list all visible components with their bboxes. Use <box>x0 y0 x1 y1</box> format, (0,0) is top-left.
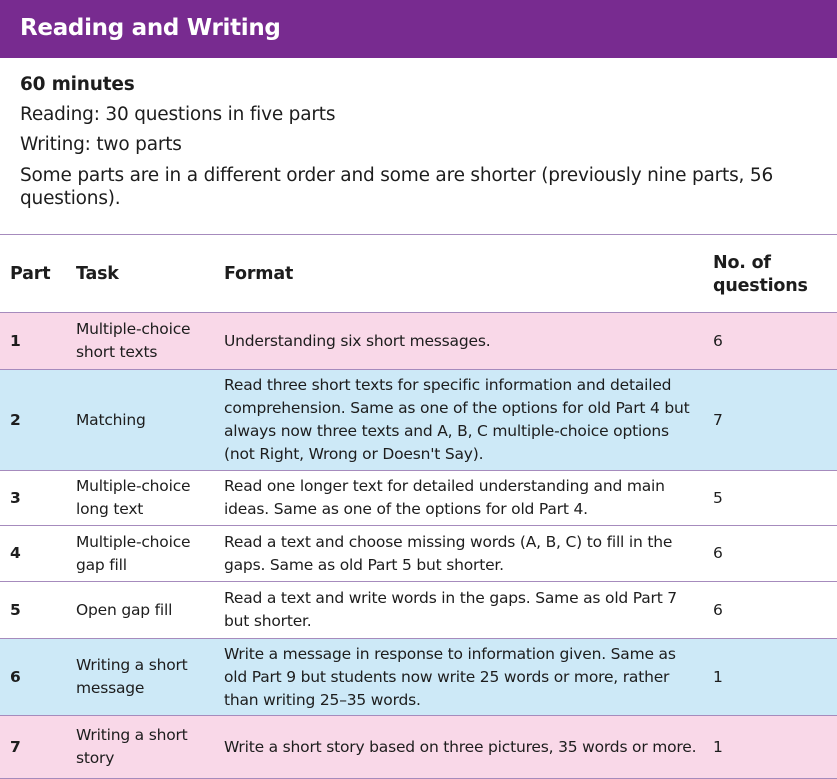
question-count: 6 <box>703 313 837 370</box>
format-description: Understanding six short messages. <box>214 313 703 370</box>
part-number: 2 <box>0 370 66 471</box>
intro-block <box>20 70 780 210</box>
question-count: 6 <box>703 526 837 582</box>
section-title: Reading and Writing <box>20 15 281 41</box>
duration-text: 60 minutes <box>20 74 135 95</box>
header-questions: No. of questions <box>703 235 837 313</box>
format-description: Read three short texts for specific information and detailed comprehension. Same as one of the options for old Part 4 but always now three texts and A, B, C multiple-choice options (not Right, Wrong or Doesn't Say). <box>214 370 703 471</box>
format-description: Write a message in response to information given. Same as old Part 9 but students now write 25 words or more, rather than writing 25–35 words. <box>214 639 703 716</box>
task-name: Matching <box>66 370 214 471</box>
change-note: Some parts are in a different order and some are shorter (previously nine parts, 56 questions). <box>20 165 774 209</box>
question-count: 6 <box>703 582 837 639</box>
table-header-row <box>0 235 837 313</box>
task-name: Multiple-choice gap fill <box>66 526 214 582</box>
part-number: 3 <box>0 471 66 526</box>
question-count: 1 <box>703 716 837 779</box>
section-header <box>0 0 837 58</box>
table-row <box>0 582 837 639</box>
header-task: Task <box>66 235 214 313</box>
format-description: Read a text and write words in the gaps. Same as old Part 7 but shorter. <box>214 582 703 639</box>
part-number: 6 <box>0 639 66 716</box>
task-name: Multiple-choice long text <box>66 471 214 526</box>
question-count: 1 <box>703 639 837 716</box>
table-row <box>0 639 837 716</box>
part-number: 5 <box>0 582 66 639</box>
task-name: Multiple-choice short texts <box>66 313 214 370</box>
writing-summary: Writing: two parts <box>20 134 182 155</box>
question-count: 7 <box>703 370 837 471</box>
format-description: Write a short story based on three pictures, 35 words or more. <box>214 716 703 779</box>
format-description: Read a text and choose missing words (A, B, C) to fill in the gaps. Same as old Part 5 but shorter. <box>214 526 703 582</box>
task-name: Open gap fill <box>66 582 214 639</box>
table-row <box>0 526 837 582</box>
header-part: Part <box>0 235 66 313</box>
header-format: Format <box>214 235 703 313</box>
part-number: 4 <box>0 526 66 582</box>
part-number: 1 <box>0 313 66 370</box>
parts-table <box>0 234 837 779</box>
task-name: Writing a short story <box>66 716 214 779</box>
table-row <box>0 716 837 779</box>
table-row <box>0 313 837 370</box>
question-count: 5 <box>703 471 837 526</box>
task-name: Writing a short message <box>66 639 214 716</box>
part-number: 7 <box>0 716 66 779</box>
reading-summary: Reading: 30 questions in five parts <box>20 104 336 125</box>
format-description: Read one longer text for detailed understanding and main ideas. Same as one of the options for old Part 4. <box>214 471 703 526</box>
table-row <box>0 370 837 471</box>
table-row <box>0 471 837 526</box>
